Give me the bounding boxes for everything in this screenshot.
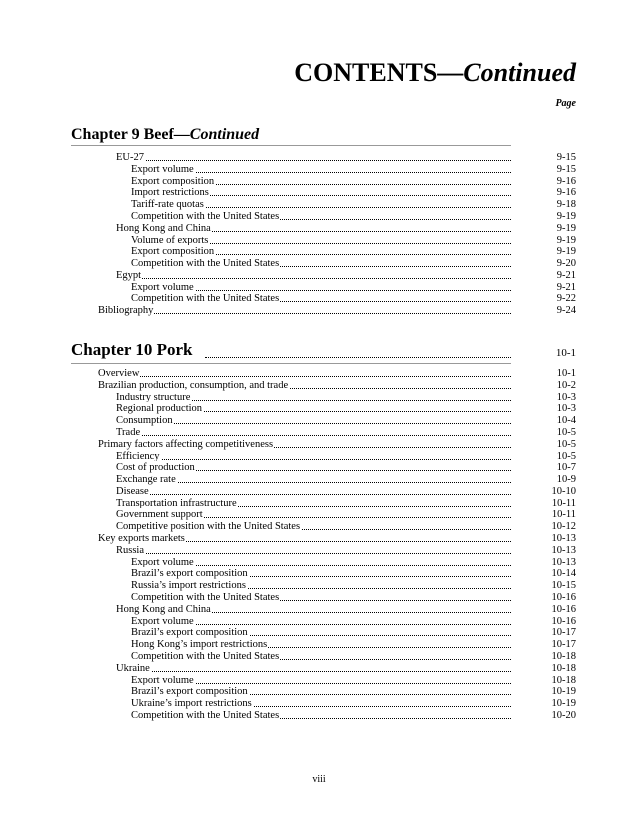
toc-entry-text: Egypt [116,269,142,281]
toc-entry-text: Russia’s import restrictions [131,580,246,592]
chapter-9-label: Chapter 9 Beef [71,126,174,143]
toc-entry-text: Transportation infrastructure [116,497,237,509]
toc-entry-page: 10-19 [551,698,576,710]
toc-entry-text: Export composition [131,175,215,187]
toc-entry-text: Russia [116,544,145,556]
toc-leader [116,553,511,554]
toc-entry-page: 10-2 [556,379,576,391]
toc-entry-page: 10-11 [551,509,576,521]
toc-entry-page: 9-15 [556,152,576,163]
toc-entry-text: Export volume [131,615,194,627]
chapter-9-heading [71,126,259,144]
toc-entry-text: Export volume [131,281,194,293]
toc-entry-text: Regional production [116,403,203,415]
toc-entry-text: Competition with the United States [131,592,280,603]
toc-entry-text: Brazilian production, consumption, and trade [98,379,289,391]
toc-entry-page: 10-14 [551,568,576,580]
toc-entry-text: Hong Kong and China [116,222,211,234]
toc-entry-page: 10-13 [551,544,576,556]
toc-entry-text: Primary factors affecting competitiveness [98,438,274,450]
chapter-10-heading [71,341,576,363]
toc-entry-text: Import restrictions [131,187,209,199]
toc-entry-page: 9-21 [556,281,576,293]
toc-entry-text: Export volume [131,556,194,568]
toc-entry-page: 9-22 [556,293,576,305]
toc-entry-text: Exchange rate [116,474,176,486]
toc-entry-page: 10-19 [551,686,576,698]
toc-entry-page: 9-19 [556,210,576,222]
toc-entry-text: Brazil’s export composition [131,568,248,580]
toc-entry-page: 9-20 [556,258,576,270]
toc-entry-page: 10-5 [556,438,576,450]
toc-leader [98,376,511,377]
toc-entry-text: EU-27 [116,152,144,163]
toc-entry-page: 10-5 [556,450,576,462]
toc-entry-text: Competition with the United States [131,650,280,662]
toc-entry-text: Export volume [131,163,194,175]
toc-entry-text: Trade [116,426,141,438]
page-title [294,58,576,88]
toc-entry-page: 9-19 [556,234,576,246]
toc-entry-page: 9-21 [556,269,576,281]
title-main: CONTENTS [294,58,438,87]
toc-leader [116,494,511,495]
toc-entry-text: Hong Kong and China [116,603,211,615]
page-column-label: Page [555,98,576,109]
toc-entry-text: Ukraine’s import restrictions [131,698,252,710]
toc-entry-text: Competition with the United States [131,210,280,222]
toc-entry-text: Brazil’s export composition [131,627,248,639]
toc-entry-text: Competition with the United States [131,258,280,270]
toc-entry-page: 10-17 [551,639,576,651]
chapter-10-leader [205,357,511,358]
toc-entry-page: 10-18 [551,650,576,662]
toc-entry-text: Hong Kong’s import restrictions [131,639,268,651]
toc-entry-page: 10-20 [551,709,576,721]
toc-entry-text: Tariff-rate quotas [131,199,204,211]
toc-entry-text: Ukraine [116,662,150,674]
toc-entry-page: 10-16 [551,592,576,603]
toc-entry-text: Cost of production [116,462,195,474]
toc-leader [116,671,511,672]
chapter-9-rule [71,145,511,146]
title-dash: — [437,58,464,87]
toc-entry-text: Export volume [131,674,194,686]
toc-entry-page: 10-10 [551,485,576,497]
toc-entry-page: 10-4 [556,415,576,427]
toc-entry-page: 10-7 [556,462,576,474]
toc-entry-page: 10-9 [556,474,576,486]
toc-row [131,709,576,722]
toc-entry-text: Consumption [116,415,173,427]
toc-entry-page: 10-5 [556,426,576,438]
toc-entry-page: 10-16 [551,603,576,615]
toc-entry-page: 10-3 [556,391,576,403]
toc-entry-text: Volume of exports [131,234,209,246]
toc-entry-page: 10-15 [551,580,576,592]
toc-leader [116,459,511,460]
toc-entry-text: Disease [116,485,149,497]
toc-leader [98,313,511,314]
chapter-9-continued: Continued [189,126,260,143]
toc-leader [116,278,511,279]
toc-entry-page: 10-3 [556,403,576,415]
toc-leader [116,435,511,436]
toc-entry-text: Government support [116,509,203,521]
toc-entry-text: Competitive position with the United States [116,521,301,533]
toc-entry-text: Efficiency [116,450,160,462]
toc-entry-page: 10-16 [551,615,576,627]
toc-entry-page: 10-18 [551,662,576,674]
toc-entry-page: 9-15 [556,163,576,175]
toc-leader [116,423,511,424]
chapter-9-dash: — [173,126,190,143]
toc-entry-page: 9-19 [556,222,576,234]
toc-leader [116,160,511,161]
toc-entry-page: 10-13 [551,556,576,568]
toc-entry-page: 10-11 [551,497,576,509]
toc-entry-page: 10-18 [551,674,576,686]
toc-entry-text: Export composition [131,246,215,258]
toc-entry-text: Competition with the United States [131,293,280,305]
toc-entry-text: Key exports markets [98,533,185,545]
toc-entry-page: 9-18 [556,199,576,211]
toc-entry-page: 9-16 [556,187,576,199]
toc-entry-text: Brazil’s export composition [131,686,248,698]
toc-row [98,304,576,317]
chapter-10-label: Chapter 10 Pork [71,340,193,359]
title-continued: Continued [463,58,576,87]
chapter-10-page: 10-1 [555,347,576,359]
toc-entry-page: 9-19 [556,246,576,258]
toc-entry-page: 9-24 [556,305,576,317]
toc-entry-text: Bibliography [98,305,154,317]
page-number: viii [312,774,326,785]
toc-entry-page: 9-16 [556,175,576,187]
toc-entry-text: Competition with the United States [131,709,280,721]
toc-entry-page: 10-1 [556,368,576,379]
toc-entry-text: Overview [98,368,140,379]
toc-entry-page: 10-13 [551,533,576,545]
chapter-10-rule [71,363,511,364]
toc-entry-page: 10-17 [551,627,576,639]
toc-entry-text: Industry structure [116,391,191,403]
toc-entry-page: 10-12 [551,521,576,533]
